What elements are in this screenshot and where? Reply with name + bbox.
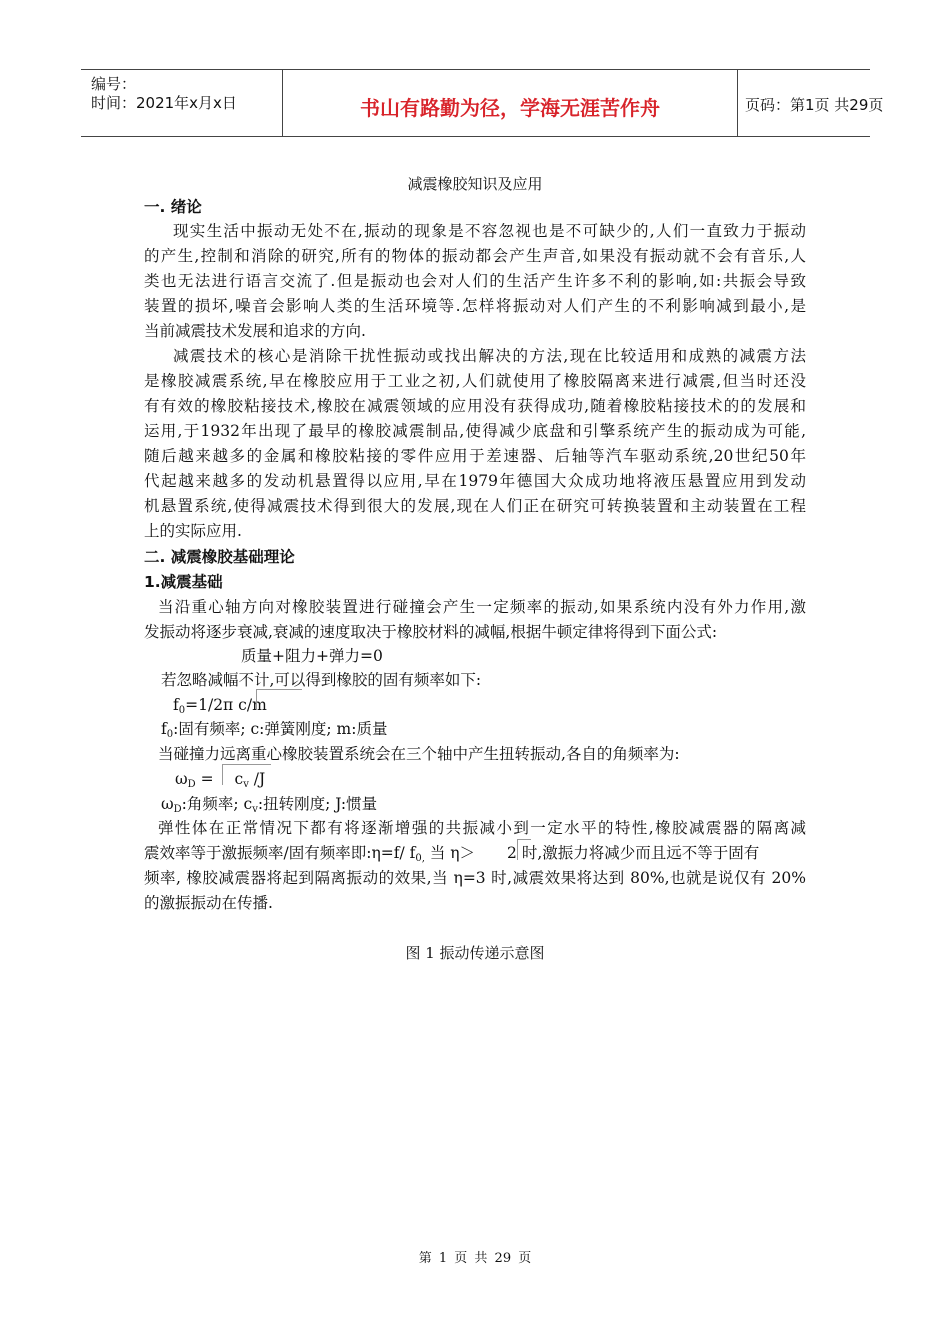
page-footer: 第 1 页 共 29 页 — [418, 1251, 532, 1266]
paragraph-line: 上的实际应用. — [144, 522, 242, 540]
definition-line: $\omega_D$:角频率; $c_v$:扭转刚度; J:惯量 — [161, 795, 378, 815]
figure-caption: 图 1 振动传递示意图 — [405, 944, 545, 962]
paragraph-line: 发振动将逐步衰减,衰减的速度取决于橡胶材料的减幅,根据牛顿定律将得到下面公式: — [144, 623, 718, 641]
time-label: 时间：2021年x月x日 — [91, 94, 237, 112]
definition-line: $f_0$:固有频率; c:弹簧刚度; m:质量 — [161, 720, 388, 740]
paragraph-line: 代起越来越多的发动机悬置得以应用,早在1979年德国大众成功地将液压悬置应用到发动 — [144, 472, 806, 490]
paragraph-line-efficiency: 震效率等于激振频率/固有频率即:η=f/ $f_{0,}$ 当 η＞ 2 时,激振力将减少而且远不等于固有 — [144, 844, 760, 864]
subsection-heading: 1.减震基础 — [144, 573, 223, 591]
paragraph-line: 运用,于1932年出现了最早的橡胶减震制品,使得减少底盘和引擎系统产生的振动成为可能, — [144, 422, 806, 440]
paragraph-line: 有有效的橡胶粘接技术,橡胶在减震领域的应用没有获得成功,随着橡胶粘接技术的的发展和 — [144, 397, 806, 415]
radical-sign — [517, 839, 531, 860]
paragraph-line: 当碰撞力远离重心橡胶装置系统会在三个轴中产生扭转振动,各自的角频率为: — [158, 745, 680, 763]
paragraph-line: 机悬置系统,使得减震技术得到很大的发展,现在人们正在研究可转换装置和主动装置在工程 — [144, 497, 806, 515]
formula-natural-frequency: $f_0=1/2\pi$ c/m — [173, 696, 267, 716]
radical-sign — [256, 689, 302, 710]
section-heading-theory: 二. 减震橡胶基础理论 — [144, 548, 295, 566]
radical-sign — [222, 764, 271, 785]
document-title: 减震橡胶知识及应用 — [407, 175, 543, 193]
paragraph-line: 装置的损坏,噪音会影响人类的生活环境等.怎样将振动对人们产生的不利影响减到最小,是 — [144, 297, 806, 315]
section-heading-intro: 一. 绪论 — [144, 198, 202, 216]
paragraph-line: 当沿重心轴方向对橡胶装置进行碰撞会产生一定频率的振动,如果系统内没有外力作用,激 — [158, 598, 806, 616]
number-label: 编号： — [91, 75, 137, 93]
paragraph-line: 若忽略减幅不计,可以得到橡胶的固有频率如下: — [161, 671, 482, 689]
page-info: 页码：第1页 共29页 — [745, 96, 884, 114]
motto-text: 书山有路勤为径，学海无涯苦作舟 — [360, 96, 660, 120]
paragraph-line: 现实生活中振动无处不在,振动的现象是不容忽视也是不可缺少的,人们一直致力于振动 — [173, 222, 806, 240]
paragraph-line: 当前减震技术发展和追求的方向. — [144, 322, 366, 340]
paragraph-line: 是橡胶减震系统,早在橡胶应用于工业之初,人们就使用了橡胶隔离来进行减震,但当时还没 — [144, 372, 806, 390]
paragraph-line: 类也无法进行语言交流了.但是振动也会对人们的生活产生许多不利的影响,如:共振会导致 — [144, 272, 806, 290]
paragraph-line: 的产生,控制和消除的研究,所有的物体的振动都会产生声音,如果没有振动就不会有音乐,人 — [144, 247, 806, 265]
paragraph-line: 减震技术的核心是消除干扰性振动或找出解决的方法,现在比较适用和成熟的减震方法 — [173, 347, 806, 365]
paragraph-line: 的激振振动在传播. — [144, 894, 273, 912]
paragraph-line: 弹性体在正常情况下都有将逐渐增强的共振减小到一定水平的特性,橡胶减震器的隔离减 — [158, 819, 806, 837]
formula-balance: 质量+阻力+弹力=0 — [241, 647, 383, 665]
formula-angular-frequency: $\omega_D = c_v$ /J — [175, 770, 266, 790]
paragraph-line: 频率, 橡胶减震器将起到隔离振动的效果,当 η=3 时,减震效果将达到 80%,也就是说仅有 20% — [144, 869, 806, 887]
paragraph-line: 随后越来越多的金属和橡胶粘接的零件应用于差速器、后轴等汽车驱动系统,20世纪50年 — [144, 447, 806, 465]
document-header — [81, 69, 884, 137]
header-page-cell — [737, 70, 884, 136]
header-left-cell — [81, 70, 282, 136]
header-motto-cell — [282, 70, 738, 136]
